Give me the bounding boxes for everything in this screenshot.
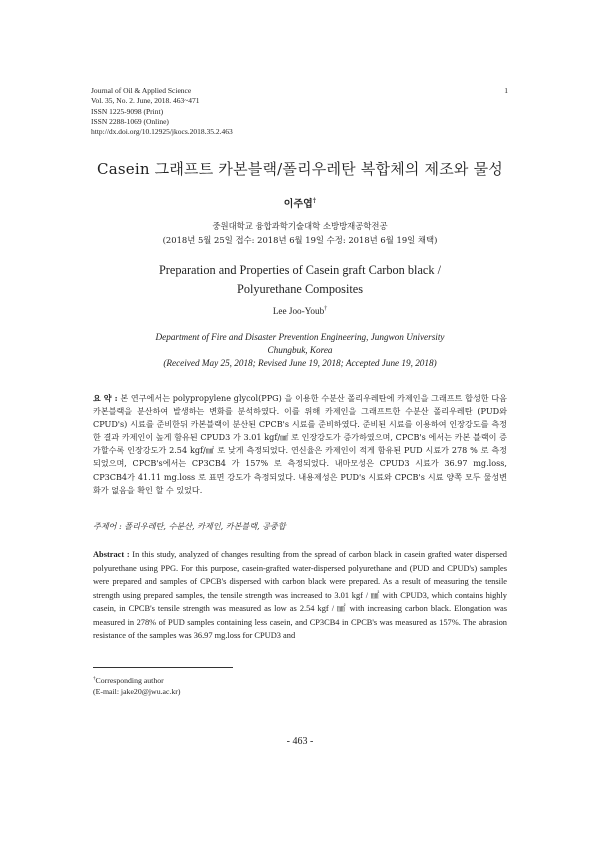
title-korean: Casein 그래프트 카본블랙/폴리우레탄 복합체의 제조와 물성 [97,160,503,178]
affiliation-korean [0,219,600,247]
keywords-label: 주제어 : [93,521,122,531]
author-korean-name: 이주엽 [283,199,313,210]
affiliation-english-line2: Chungbuk, Korea [267,345,333,356]
author-english-name: Lee Joo-Youb [272,306,325,316]
footnote-divider [93,667,233,668]
journal-info [91,86,233,137]
title-english [0,261,600,299]
title-english-line1: Preparation and Properties of Casein graft Carbon black / [158,263,442,277]
abstract-korean-label: 요 약 : [93,393,118,403]
keywords-text: 폴리우레탄, 수분산, 카제인, 카본블랙, 공중합 [124,521,286,531]
abstract-english [93,548,507,643]
keywords [93,521,286,532]
dates-english: (Received May 25, 2018; Revised June 19, 2018; Accepted June 19, 2018) [163,358,437,369]
abstract-korean [93,392,507,497]
abstract-korean-text: 본 연구에서는 polypropylene glycol(PPG) 을 이용한 수분산 폴리우레탄에 카제인을 그래프트 합성한 다음 카본블랙을 분산하여 발생하는 변화를 분석하였다. 이를 위해 카제인을 그래프트한 수분산 폴리우레탄 (PUD와 CPUD's) 시료를 준비한뒤 카본블랙이 분산된 CPCB's 시료를 준비하였다. 준비된 시료를 이용하여 인장강도를 측정 한 결과 카제인이 높게 함유된 CPUD3 가 3.01 kgf/㎟ 로 인장강도가 증가하였으며, CPCB's 에서는 카본 블랙이 증가할수록 인장강도가 2.54 kgf/㎟ 로 낮게 측정되었다. 연신율은 카제인이 적게 함유된 PUD 시료가 278 % 로 측정되었으며, CPCB's에서는 CP3CB4 가 157% 로 측정되었다. 내마모성은 CPUD3 시료가 36.97 mg.loss, CP3CB4가 41.11 mg.loss 로 표면 강도가 측정되었다. 내용제성은 PUD's 시료와 CPCB's 시료 양쪽 모두 물성변화가 없음을 확인 할 수 있었다. [93,393,508,495]
footer-page-number: - 463 - [286,736,314,747]
footnote-line2: (E-mail: jake20@jwu.ac.kr) [93,687,181,696]
corresponding-mark: † [312,196,317,205]
journal-name: Journal of Oil & Applied Science [91,86,192,95]
footnote [93,675,181,697]
footnote-line1: Corresponding author [95,676,164,685]
journal-volume: Vol. 35, No. 2. June, 2018. 463~471 [91,96,200,106]
corresponding-mark-en: † [324,305,328,312]
dates-korean: (2018년 5월 25일 접수: 2018년 6월 19일 수정: 2018년 6월 19일 채택) [162,235,438,245]
doi-link[interactable]: http://dx.doi.org/10.12925/jkocs.2018.35.2.463 [91,127,233,137]
author-english [0,306,600,316]
abstract-english-label: Abstract : [93,550,130,559]
footnote-mark: † [93,675,96,682]
author-korean [0,195,600,210]
issn-online: ISSN 2288-1069 (Online) [91,116,169,126]
affiliation-english-line1: Department of Fire and Disaster Prevention Engineering, Jungwon University [155,332,445,342]
affiliation-english [0,331,600,371]
affiliation-korean-text: 중원대학교 융합과학기술대학 소방방재공학전공 [212,221,388,231]
page-number: 1 [504,86,508,95]
abstract-english-text: In this study, analyzed of changes resulting from the spread of carbon black in casein grafted water dispersed polyurethane using PPG. For this purpose, casein-grafted water-dispersed polyurethane and (PUD and CPUD's) samples were prepared and samples of CPCB's dispersed with carbon black were prepared. As a result of measuring the tensile strength using prepared samples, the tensile strength was increased to 3.01 kgf / ㎟ with CPUD3, which contains highly casein, in CPCB's tensile strength was measured as low as 2.54 kgf / ㎟ with increasing carbon black. Elongation was measured in 278% of PUD samples containing less casein, and CP3CB4 in CPCB's was measured as 157%. The abrasion resistance of the samples was 36.97 mg.loss for CPUD3 and [93,550,507,640]
title-english-line2: Polyurethane Composites [236,282,364,296]
issn-print: ISSN 1225-9098 (Print) [91,106,164,116]
